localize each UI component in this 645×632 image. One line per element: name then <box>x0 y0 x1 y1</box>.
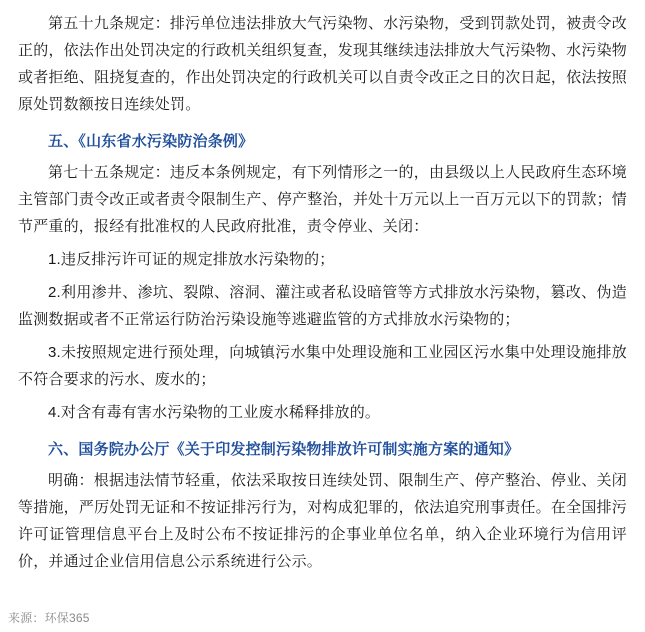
section-heading-five: 五、《山东省水污染防治条例》 <box>48 133 254 150</box>
paragraph-notice-content: 明确：根据违法情节轻重，依法采取按日连续处罚、限制生产、停产整治、停业、关闭等措施，严厉处罚无证和不按证排污行为，对构成犯罪的，依法追究刑事责任。在全国排污许可证管理信息平台上及时公布不按证排污的企事业单位名单，纳入企业环境行为信用评价，并通过企业信用信息公示系统进行公示。 <box>18 472 627 570</box>
list-item: 4.对含有毒有害水污染物的工业废水稀释排放的。 <box>48 404 381 421</box>
list-item: 1.违反排污许可证的规定排放水污染物的； <box>48 251 335 268</box>
list-item: 3.未按照规定进行预处理，向城镇污水集中处理设施和工业园区污水集中处理设施排放不符合要求的污水、废水的； <box>18 344 627 388</box>
list-item: 2.利用渗井、渗坑、裂隙、溶洞、灌注或者私设暗管等方式排放水污染物，篡改、伪造监测数据或者不正常运行防治污染设施等逃避监管的方式排放水污染物的； <box>18 284 627 328</box>
section-heading-six: 六、国务院办公厅《关于印发控制污染物排放许可制实施方案的通知》 <box>48 441 520 458</box>
source-attribution: 来源：环保365 <box>8 611 90 625</box>
paragraph-article-59: 第五十九条规定：排污单位违法排放大气污染物、水污染物，受到罚款处罚，被责令改正的，依法作出处罚决定的行政机关组织复查，发现其继续违法排放大气污染物、水污染物或者拒绝、阻挠复查的，作出处罚决定的行政机关可以自责令改正之日的次日起，依法按照原处罚数额按日连续处罚。 <box>18 15 627 113</box>
paragraph-article-75: 第七十五条规定：违反本条例规定，有下列情形之一的，由县级以上人民政府生态环境主管部门责令改正或者责令限制生产、停产整治，并处十万元以上一百万元以下的罚款；情节严重的，报经有批准权的人民政府批准，责令停业、关闭： <box>18 164 627 235</box>
